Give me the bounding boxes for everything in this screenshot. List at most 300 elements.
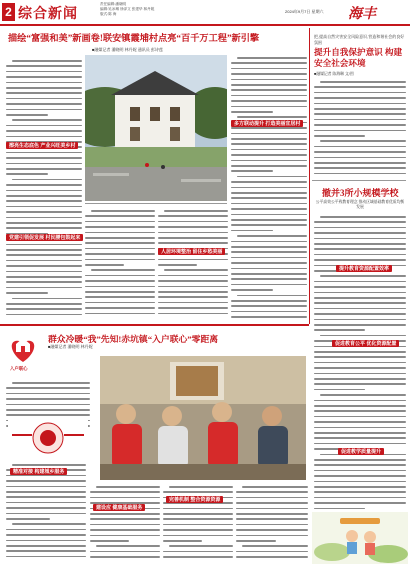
body-text-line (231, 241, 307, 243)
body-text-line (6, 513, 86, 515)
body-text-line (158, 264, 197, 266)
body-text-line (6, 287, 82, 289)
body-text-line (6, 98, 82, 100)
body-text-line (6, 545, 86, 547)
body-text-line (163, 518, 233, 520)
body-text-line (231, 84, 307, 86)
body-text-line (6, 276, 82, 278)
body-text-line (314, 243, 406, 245)
body-text-line (231, 160, 307, 162)
body-text-line (6, 184, 82, 186)
body-text-line (6, 168, 82, 170)
story-separator (312, 180, 406, 181)
bottom-col-3 (90, 484, 160, 562)
body-text-line (314, 362, 406, 364)
bottom-subhead: 完善机制 整合资源资源 (166, 496, 223, 503)
body-text-line (90, 491, 160, 493)
body-text-line (6, 71, 82, 73)
body-text-line (169, 545, 233, 547)
masthead-rule (0, 24, 410, 26)
column-divider (309, 28, 310, 324)
body-text-line (85, 264, 124, 266)
body-text-line (90, 518, 160, 520)
body-text-line (231, 165, 307, 167)
body-text-line (85, 296, 155, 298)
visit-photo (100, 356, 306, 480)
body-text-line (242, 486, 308, 488)
body-text-line (314, 297, 406, 299)
body-text-line (6, 409, 90, 411)
body-text-line (85, 291, 155, 293)
body-text-line (231, 262, 307, 264)
bottom-title: 群众冷暖“我”先知!赤坑镇“入户联心”零距离 (48, 334, 219, 344)
body-text-line (231, 192, 307, 194)
body-text-line (12, 179, 82, 181)
body-text-line (237, 295, 307, 297)
body-text-line (6, 125, 82, 127)
lead-col-1 (6, 58, 82, 320)
body-text-line (314, 497, 406, 499)
brand-mark: 海丰 (348, 7, 376, 22)
body-text-line (231, 187, 307, 189)
body-text-line (6, 271, 82, 273)
body-text-line (6, 130, 82, 132)
body-text-line (91, 210, 155, 212)
ruhu-lianxin-logo (4, 330, 42, 376)
body-text-line (158, 280, 228, 282)
body-text-line (314, 151, 406, 153)
body-text-line (96, 486, 160, 488)
body-text-line (90, 524, 160, 526)
body-text-line (231, 284, 307, 286)
editor-line: 责任编辑:潘晓明 (100, 2, 127, 6)
school-subhead: 促进教学质量提升 (338, 448, 384, 455)
body-text-line (314, 475, 406, 477)
body-text-line (6, 496, 86, 498)
body-text-line (314, 292, 406, 294)
body-text-line (314, 486, 406, 488)
bottom-story-top-rule (0, 324, 309, 326)
right-story-body (314, 79, 406, 177)
bottom-subhead: 建设应 健康基础服务 (93, 504, 145, 511)
body-text-line (231, 79, 307, 81)
body-text-line (158, 237, 228, 239)
body-text-line (314, 356, 406, 358)
body-text-line (236, 508, 308, 510)
body-text-line (231, 230, 273, 232)
body-text-line (231, 127, 307, 129)
village-photo (85, 55, 227, 201)
body-text-line (90, 540, 129, 542)
body-text-line (6, 393, 90, 395)
body-text-line (6, 222, 82, 224)
body-text-line (320, 275, 406, 277)
body-text-line (236, 540, 276, 542)
body-text-line (158, 286, 228, 288)
body-text-line (314, 162, 406, 164)
body-text-line (231, 138, 307, 140)
body-text-line (12, 298, 82, 300)
body-text-line (158, 232, 228, 234)
body-text-line (231, 316, 307, 318)
body-text-line (314, 389, 365, 391)
body-text-line (242, 545, 308, 547)
body-text-line (163, 491, 233, 493)
body-text-line (158, 259, 228, 261)
body-text-line (314, 432, 406, 434)
body-text-line (6, 540, 86, 542)
body-text-line (6, 190, 82, 192)
body-text-line (85, 313, 155, 315)
body-text-line (314, 405, 406, 407)
body-text-line (163, 513, 233, 515)
body-text-line (85, 221, 155, 223)
body-text-line (158, 291, 228, 293)
body-text-line (231, 289, 273, 291)
body-text-line (314, 373, 406, 375)
body-text-line (6, 227, 82, 229)
body-text-line (314, 329, 365, 331)
body-text-line (231, 300, 307, 302)
body-text-line (6, 114, 48, 116)
body-text-line (314, 502, 406, 504)
body-text-line (320, 216, 406, 218)
body-text-line (6, 292, 48, 294)
body-text-line (231, 219, 307, 221)
body-text-line (237, 176, 307, 178)
body-text-line (236, 556, 308, 558)
body-text-line (6, 281, 82, 283)
body-text-line (314, 351, 406, 353)
lead-subhead: 多方联动提升 打造美丽宜居村 (231, 120, 303, 127)
body-text-line (158, 226, 228, 228)
body-text-line (320, 335, 406, 337)
right-byline: ■融媒记者 陈海琳 文/图 (314, 72, 354, 76)
editor-line: 版式:陈 海 (100, 12, 117, 16)
body-text-line (231, 143, 307, 145)
body-text-line (163, 524, 233, 526)
body-text-line (314, 86, 406, 88)
body-text-line (6, 398, 90, 400)
body-text-line (158, 275, 228, 277)
body-text-line (314, 103, 406, 105)
editor-line: 编辑:吴冰琳 徐泽文 张建华 林丹妮 (100, 7, 155, 11)
body-text-line (231, 257, 307, 259)
body-text-line (236, 535, 308, 537)
body-text-line (231, 111, 273, 113)
section-title: 综合新闻 (18, 5, 78, 21)
body-text-line (231, 106, 307, 108)
body-text-line (6, 550, 86, 552)
body-text-line (314, 319, 406, 321)
lead-byline: ■融媒记者 潘晓明 林丹妮 通讯员 彭诗莲 (92, 47, 163, 52)
body-text-line (314, 146, 406, 148)
body-text-line (85, 232, 155, 234)
body-text-line (6, 200, 82, 202)
body-text-line (314, 238, 406, 240)
body-text-line (163, 556, 233, 558)
body-text-line (6, 518, 50, 520)
body-text-line (236, 518, 308, 520)
body-text-line (231, 305, 307, 307)
body-text-line (6, 303, 82, 305)
lead-col-3 (158, 208, 228, 320)
body-text-line (164, 269, 228, 271)
body-text-line (96, 545, 160, 547)
body-text-line (6, 217, 82, 219)
body-text-line (231, 246, 307, 248)
body-text-line (85, 275, 155, 277)
body-text-line (231, 208, 307, 210)
body-text-line (6, 109, 82, 111)
body-text-line (158, 313, 228, 315)
body-text-line (314, 135, 365, 137)
school-story-body (314, 214, 406, 514)
body-text-line (158, 307, 228, 309)
body-text-line (236, 502, 308, 504)
body-text-line (231, 154, 307, 156)
body-text-line (12, 60, 82, 62)
bottom-col-5 (236, 484, 308, 562)
body-text-line (314, 481, 406, 483)
body-text-line (231, 89, 307, 91)
body-text-line (6, 163, 82, 165)
body-text-line (314, 437, 406, 439)
school-illustration (312, 512, 408, 564)
body-text-line (6, 92, 82, 94)
body-text-line (314, 416, 406, 418)
page-number: 2 (2, 3, 15, 21)
body-text-line (6, 265, 82, 267)
body-text-line (90, 535, 160, 537)
body-text-line (163, 535, 233, 537)
body-text-line (85, 226, 155, 228)
body-text-line (314, 130, 406, 132)
photo-caption-rule (85, 203, 227, 204)
lead-subhead: 擦亮生态底色 产业兴旺美乡村 (6, 142, 78, 149)
body-text-line (314, 464, 406, 466)
body-text-line (6, 157, 82, 159)
body-text-line (6, 475, 86, 477)
body-text-line (6, 404, 90, 406)
body-text-line (314, 421, 406, 423)
body-text-line (314, 227, 406, 229)
body-text-line (320, 140, 406, 142)
body-text-line (314, 248, 406, 250)
lead-col-2 (85, 208, 155, 320)
body-text-line (236, 513, 308, 515)
body-text-line (6, 152, 82, 154)
body-text-line (90, 556, 160, 558)
body-text-line (6, 195, 82, 197)
body-text-line (85, 307, 155, 309)
body-text-line (6, 529, 86, 531)
body-text-line (6, 82, 82, 84)
body-text-line (314, 308, 406, 310)
lead-subhead: 党建引领促发展 村民腰包鼓起来 (6, 234, 83, 241)
body-text-line (314, 157, 406, 159)
lead-title: 描绘“富强和美”新画卷!联安镇霞埔村点亮“百千万工程”新引擎 (8, 33, 260, 43)
bottom-subhead: 精准对接 构建城乡服务 (10, 468, 67, 475)
logo-text: 入户联心 (10, 366, 28, 371)
body-text-line (6, 211, 82, 213)
body-text-line (314, 508, 365, 510)
body-text-line (314, 281, 406, 283)
body-text-line (6, 308, 82, 310)
body-text-line (158, 242, 228, 244)
right-title: 提升自我保护意识 构建安全社会环境 (314, 47, 403, 68)
body-text-line (314, 167, 406, 169)
body-text-line (314, 232, 406, 234)
body-text-line (314, 410, 406, 412)
body-text-line (6, 249, 82, 251)
body-text-line (90, 513, 160, 515)
body-text-line (6, 254, 82, 256)
masthead (0, 0, 410, 26)
body-text-line (12, 523, 86, 525)
body-text-line (314, 470, 406, 472)
body-text-line (314, 113, 406, 115)
body-text-line (314, 302, 406, 304)
body-text-line (314, 259, 406, 261)
body-text-line (231, 62, 307, 64)
body-text-line (158, 221, 228, 223)
lead-subhead: 人居环境整治 留住乡愁美丽 (158, 248, 225, 255)
body-text-line (314, 427, 406, 429)
body-text-line (90, 497, 160, 499)
body-text-line (236, 551, 308, 553)
body-text-line (236, 524, 308, 526)
body-text-line (314, 367, 406, 369)
body-text-line (6, 76, 82, 78)
body-text-line (236, 497, 308, 499)
body-text-line (320, 394, 406, 396)
body-text-line (6, 314, 82, 316)
bottom-byline: ■融媒记者 潘晓明 林丹妮 (48, 344, 93, 349)
body-text-line (314, 286, 406, 288)
right-kicker: 把,提高自然灾害安全风险意识,营造和谐社会的良好氛围 (314, 34, 405, 45)
body-text-line (163, 540, 202, 542)
body-text-line (6, 136, 82, 138)
body-text-line (231, 311, 307, 313)
body-text-line (85, 253, 155, 255)
body-text-line (6, 244, 82, 246)
service-emblem (8, 420, 88, 456)
body-text-line (12, 464, 86, 466)
body-text-line (314, 254, 406, 256)
body-text-line (237, 57, 307, 59)
body-text-line (85, 286, 155, 288)
lead-col-4 (231, 55, 307, 320)
body-text-line (6, 414, 90, 416)
body-text-line (6, 507, 86, 509)
body-text-line (6, 486, 86, 488)
body-text-line (231, 251, 307, 253)
body-text-line (6, 260, 82, 262)
body-text-line (314, 313, 406, 315)
body-text-line (314, 443, 406, 445)
body-text-line (6, 206, 82, 208)
body-text-line (231, 95, 307, 97)
body-text-line (85, 215, 155, 217)
body-text-line (12, 382, 90, 384)
body-text-line (231, 224, 307, 226)
body-text-line (6, 103, 82, 105)
body-text-line (237, 116, 307, 118)
body-text-line (6, 502, 86, 504)
school-subhead: 提升教育资源配置效率 (336, 265, 392, 272)
body-text-line (6, 534, 86, 536)
body-text-line (231, 133, 307, 135)
body-text-line (6, 87, 82, 89)
body-text-line (6, 491, 86, 493)
body-text-line (231, 181, 307, 183)
body-text-line (158, 302, 228, 304)
body-text-line (231, 278, 307, 280)
body-text-line (85, 280, 155, 282)
body-text-line (85, 259, 155, 261)
body-text-line (85, 248, 155, 250)
body-text-line (90, 551, 160, 553)
body-text-line (163, 551, 233, 553)
body-text-line (231, 170, 273, 172)
body-text-line (158, 215, 228, 217)
body-text-line (320, 81, 406, 83)
body-text-line (163, 529, 233, 531)
body-text-line (314, 324, 406, 326)
school-subhead: 促进教育公平 优化资源配置 (332, 340, 399, 347)
body-text-line (231, 197, 307, 199)
school-deck: 公平高效公平致教育理念 推动区域基础教育优质均衡发展 (315, 200, 405, 209)
body-text-line (231, 73, 307, 75)
body-text-line (90, 529, 160, 531)
issue-date: 2024年9月7日 星期六 (285, 9, 324, 14)
body-text-line (231, 149, 307, 151)
body-text-line (314, 108, 406, 110)
body-text-line (6, 480, 86, 482)
body-text-line (12, 119, 82, 121)
body-text-line (6, 387, 90, 389)
body-text-line (85, 237, 155, 239)
body-text-line (314, 124, 406, 126)
body-text-line (237, 235, 307, 237)
body-text-line (314, 119, 406, 121)
body-text-line (163, 508, 233, 510)
body-text-line (6, 65, 82, 67)
school-title: 撤并3所小规模学校 (322, 188, 399, 198)
body-text-line (314, 459, 406, 461)
body-text-line (231, 68, 307, 70)
body-text-line (236, 491, 308, 493)
body-text-line (314, 400, 406, 402)
body-text-line (314, 378, 406, 380)
body-text-line (231, 214, 307, 216)
body-text-line (6, 556, 86, 558)
body-text-line (169, 486, 233, 488)
body-text-line (314, 221, 406, 223)
body-text-line (85, 242, 155, 244)
body-text-line (314, 383, 406, 385)
body-text-line (231, 100, 307, 102)
body-text-line (236, 529, 308, 531)
body-text-line (231, 273, 307, 275)
body-text-line (314, 92, 406, 94)
bottom-col-2 (6, 462, 86, 562)
body-text-line (231, 268, 307, 270)
editor-info (100, 2, 154, 17)
body-text-line (314, 97, 406, 99)
body-text-line (91, 269, 155, 271)
